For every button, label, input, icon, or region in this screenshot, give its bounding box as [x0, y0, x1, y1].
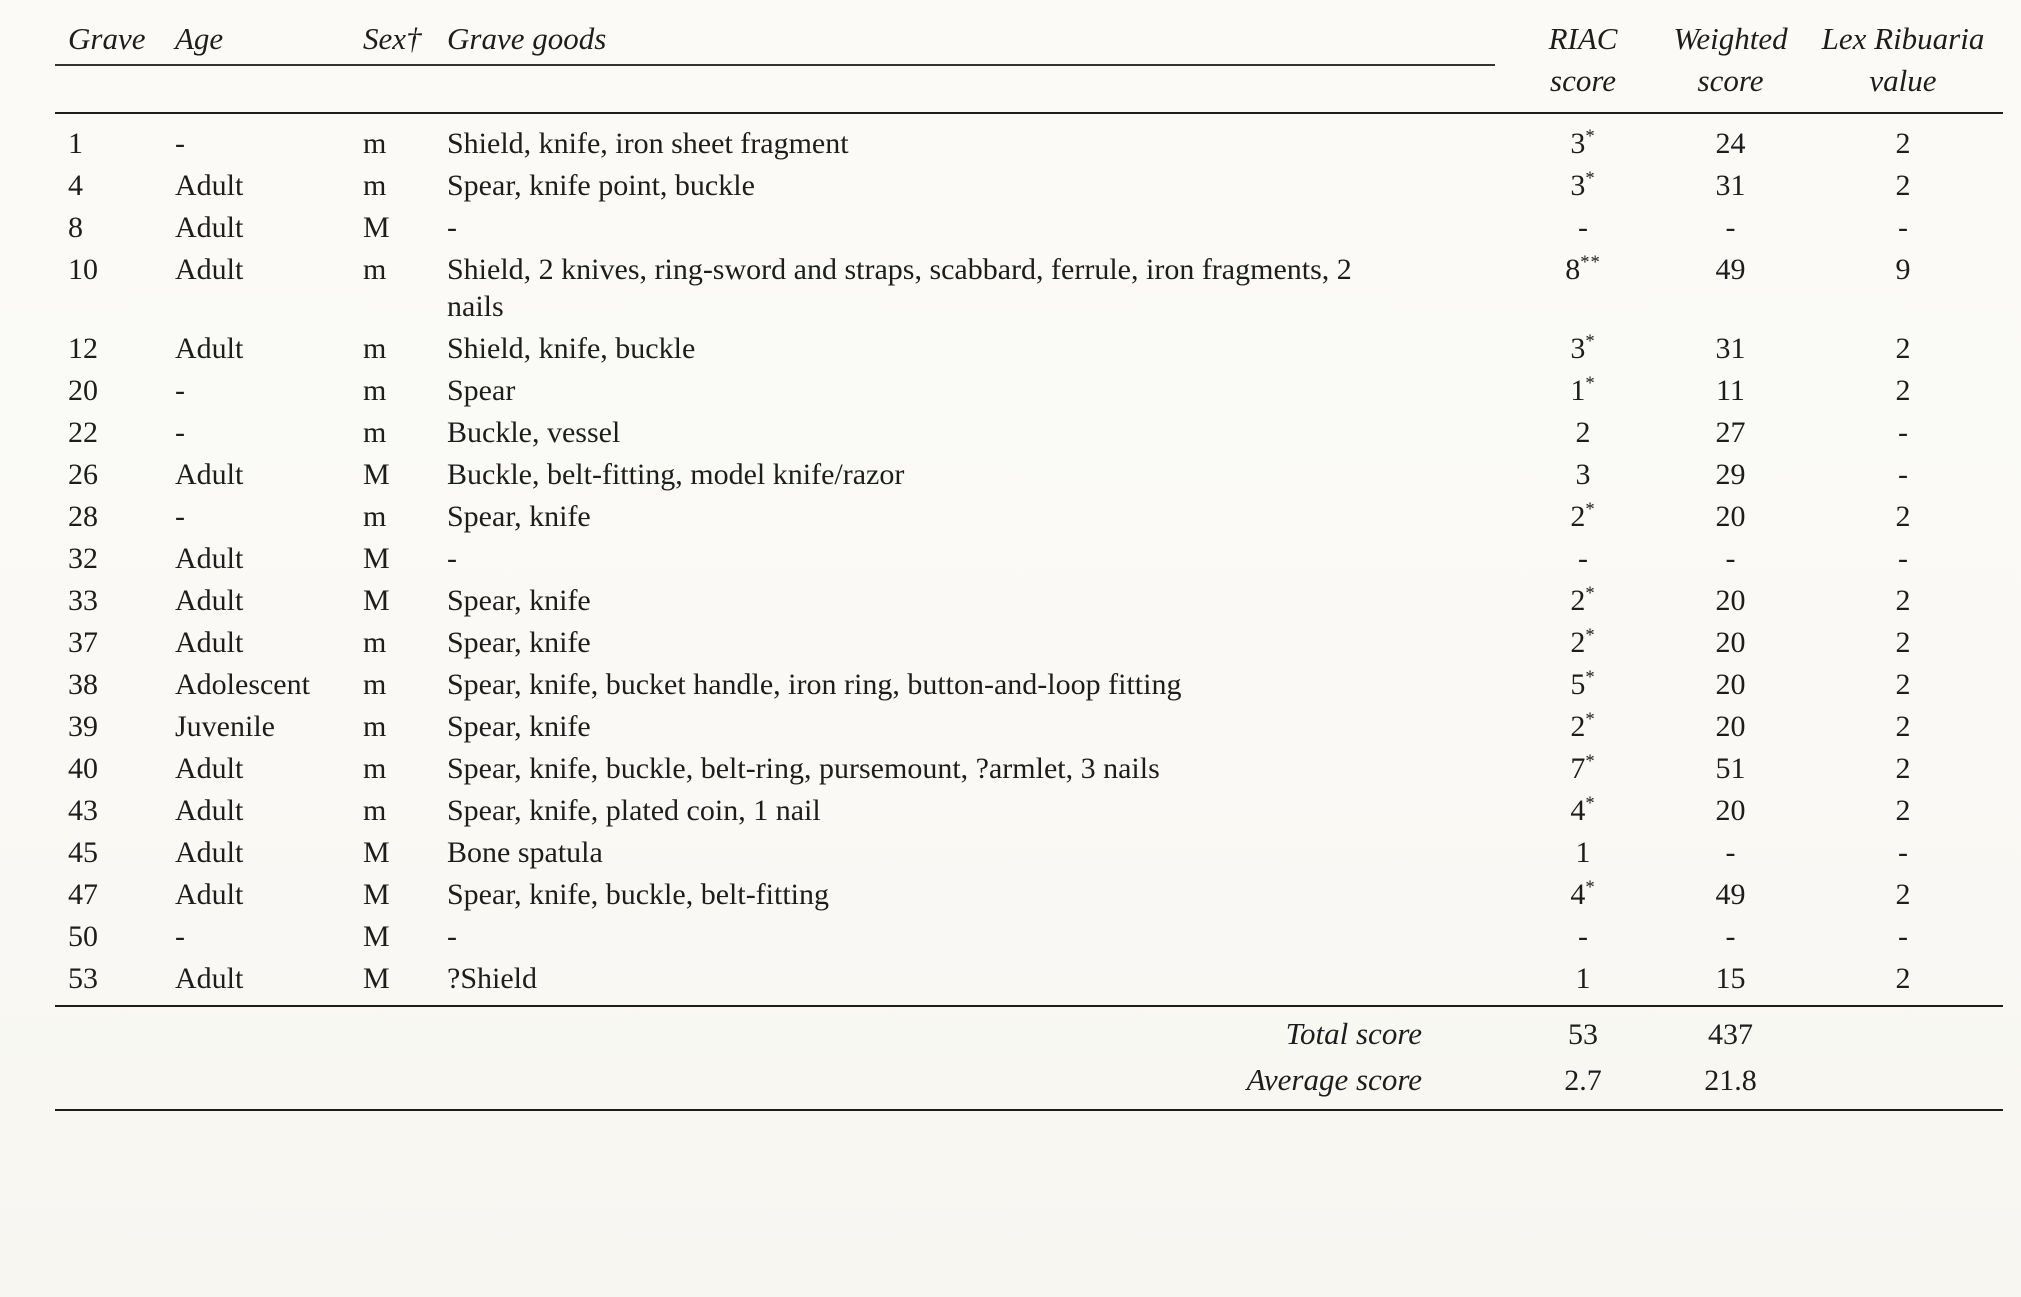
- cell-lex-value: -: [1898, 211, 1908, 244]
- header-underline-rule: [55, 64, 1495, 66]
- cell-riac-score: 2*: [1570, 709, 1596, 743]
- cell-lex-value: 2: [1895, 584, 1911, 617]
- table-row: [55, 873, 2003, 915]
- cell-grave: 22: [68, 416, 98, 449]
- cell-age: -: [175, 500, 185, 533]
- cell-age: Adult: [175, 458, 244, 491]
- grave-goods-table: [55, 12, 2003, 1111]
- cell-weighted-score: 20: [1715, 626, 1746, 659]
- table-row: [55, 957, 2003, 999]
- header-lex-line2: value: [1869, 63, 1937, 98]
- cell-grave: 40: [68, 752, 98, 785]
- table-row: [55, 495, 2003, 537]
- cell-grave: 10: [68, 253, 98, 286]
- cell-sex: m: [363, 626, 387, 659]
- cell-age: Adult: [175, 626, 244, 659]
- cell-lex-value: 2: [1895, 332, 1911, 365]
- cell-riac-score: 5*: [1570, 667, 1596, 701]
- cell-age: Adult: [175, 878, 244, 911]
- cell-lex-value: 2: [1895, 962, 1911, 995]
- cell-sex: M: [363, 542, 390, 575]
- header-age: Age: [175, 21, 224, 56]
- cell-weighted-score: 27: [1715, 416, 1746, 449]
- cell-weighted-score: 20: [1715, 500, 1746, 533]
- cell-grave: 33: [68, 584, 98, 617]
- cell-riac-score: 3*: [1570, 331, 1596, 365]
- cell-sex: M: [363, 878, 390, 911]
- table-row: [55, 248, 2003, 327]
- cell-riac-score: 1: [1575, 836, 1591, 869]
- cell-lex-value: 2: [1895, 878, 1911, 911]
- cell-sex: m: [363, 253, 387, 286]
- footer-bottom-rule: [55, 1109, 2003, 1111]
- header-lex-line1: Lex Ribuaria: [1821, 21, 1985, 56]
- cell-sex: m: [363, 668, 387, 701]
- cell-age: -: [175, 127, 185, 160]
- cell-weighted-score: 31: [1715, 332, 1746, 365]
- table-row: [55, 411, 2003, 453]
- cell-riac-score: -: [1578, 211, 1588, 244]
- header-riac-score: [1508, 18, 1658, 102]
- table-row: [55, 579, 2003, 621]
- cell-grave: 38: [68, 668, 98, 701]
- cell-riac-score: -: [1578, 542, 1588, 575]
- cell-grave-goods: Bone spatula: [447, 836, 603, 869]
- cell-grave: 50: [68, 920, 98, 953]
- header-riac-line2: score: [1550, 63, 1616, 98]
- cell-sex: M: [363, 920, 390, 953]
- cell-grave: 26: [68, 458, 98, 491]
- cell-age: -: [175, 374, 185, 407]
- cell-weighted-score: 20: [1715, 668, 1746, 701]
- cell-sex: m: [363, 710, 387, 743]
- table-row: [55, 663, 2003, 705]
- cell-weighted-score: 29: [1715, 458, 1746, 491]
- cell-grave-goods: Buckle, vessel: [447, 416, 621, 449]
- cell-weighted-score: -: [1725, 836, 1736, 869]
- header-weighted-line2: score: [1697, 63, 1764, 98]
- cell-riac-score: 8**: [1565, 252, 1601, 286]
- cell-age: Adult: [175, 794, 244, 827]
- cell-grave-goods: Shield, knife, iron sheet fragment: [447, 127, 849, 160]
- table-row: [55, 453, 2003, 495]
- cell-grave: 12: [68, 332, 98, 365]
- table-body: [55, 114, 2003, 999]
- cell-lex-value: -: [1898, 542, 1908, 575]
- cell-lex-value: -: [1898, 836, 1908, 869]
- cell-age: -: [175, 920, 185, 953]
- header-lex-ribuaria-value: [1803, 18, 2003, 102]
- table-header: [55, 12, 2003, 114]
- cell-sex: m: [363, 416, 387, 449]
- cell-lex-value: 2: [1895, 668, 1911, 701]
- cell-age: Adult: [175, 836, 244, 869]
- cell-grave: 8: [68, 211, 83, 244]
- cell-weighted-score: -: [1725, 211, 1736, 244]
- cell-sex: m: [363, 500, 387, 533]
- cell-lex-value: 2: [1895, 500, 1911, 533]
- header-grave-goods: Grave goods: [447, 21, 607, 56]
- cell-age: Adult: [175, 253, 244, 286]
- cell-grave-goods: Spear, knife point, buckle: [447, 169, 755, 202]
- header-weighted-line1: Weighted: [1673, 21, 1788, 56]
- cell-riac-score: 3: [1575, 458, 1591, 491]
- cell-grave: 45: [68, 836, 98, 869]
- table-footer-row: [55, 1011, 2003, 1057]
- table-row: [55, 164, 2003, 206]
- cell-sex: m: [363, 127, 387, 160]
- cell-grave-goods: Shield, knife, buckle: [447, 332, 696, 365]
- cell-sex: m: [363, 794, 387, 827]
- cell-riac-score: 2*: [1570, 583, 1596, 617]
- cell-age: Adolescent: [175, 668, 310, 701]
- cell-grave-goods: Spear, knife, plated coin, 1 nail: [447, 794, 821, 827]
- cell-grave-goods: -: [447, 211, 457, 244]
- cell-sex: M: [363, 584, 390, 617]
- cell-sex: m: [363, 169, 387, 202]
- cell-riac-score: -: [1578, 920, 1588, 953]
- cell-grave: 39: [68, 710, 98, 743]
- cell-sex: M: [363, 458, 390, 491]
- header-grave: Grave: [68, 21, 146, 56]
- cell-grave-goods: Spear: [447, 374, 516, 407]
- cell-sex: M: [363, 962, 390, 995]
- cell-riac-score: 1*: [1570, 373, 1596, 407]
- cell-weighted-score: 15: [1715, 962, 1746, 995]
- cell-weighted-score: 24: [1715, 127, 1746, 160]
- cell-age: Adult: [175, 332, 244, 365]
- table-row: [55, 831, 2003, 873]
- table-row: [55, 747, 2003, 789]
- table-footer: [55, 1007, 2003, 1107]
- cell-weighted-score: 49: [1715, 253, 1746, 286]
- footer-riac-score: 2.7: [1564, 1064, 1602, 1097]
- table-row: [55, 327, 2003, 369]
- table-footer-row: [55, 1057, 2003, 1103]
- cell-grave: 32: [68, 542, 98, 575]
- cell-lex-value: 2: [1895, 127, 1911, 160]
- table-row: [55, 915, 2003, 957]
- cell-grave: 53: [68, 962, 98, 995]
- table-row: [55, 206, 2003, 248]
- cell-age: Juvenile: [175, 710, 275, 743]
- cell-weighted-score: 11: [1716, 374, 1745, 407]
- cell-lex-value: 9: [1895, 253, 1911, 286]
- cell-grave-goods: -: [447, 542, 457, 575]
- cell-riac-score: 3*: [1570, 168, 1596, 202]
- cell-age: Adult: [175, 584, 244, 617]
- cell-grave-goods: -: [447, 920, 457, 953]
- cell-riac-score: 2*: [1570, 499, 1596, 533]
- header-riac-line1: RIAC: [1548, 21, 1618, 56]
- cell-grave: 47: [68, 878, 98, 911]
- cell-grave-goods: Spear, knife: [447, 584, 591, 617]
- cell-age: Adult: [175, 542, 244, 575]
- table-row: [55, 122, 2003, 164]
- cell-age: -: [175, 416, 185, 449]
- cell-lex-value: 2: [1895, 169, 1911, 202]
- cell-grave-goods: ?Shield: [447, 962, 537, 995]
- table-row: [55, 369, 2003, 411]
- cell-sex: m: [363, 752, 387, 785]
- cell-grave-goods: Spear, knife: [447, 710, 591, 743]
- cell-grave-goods: Spear, knife, buckle, belt-fitting: [447, 878, 830, 911]
- cell-age: Adult: [175, 752, 244, 785]
- cell-grave: 4: [68, 169, 83, 202]
- cell-sex: M: [363, 211, 390, 244]
- cell-grave-goods: Spear, knife, bucket handle, iron ring, button-and-loop fitting: [447, 668, 1182, 701]
- cell-age: Adult: [175, 962, 244, 995]
- table-row: [55, 537, 2003, 579]
- cell-grave: 43: [68, 794, 98, 827]
- cell-sex: m: [363, 374, 387, 407]
- cell-lex-value: -: [1898, 416, 1908, 449]
- cell-riac-score: 3*: [1570, 126, 1596, 160]
- cell-grave-goods: Buckle, belt-fitting, model knife/razor: [447, 458, 905, 491]
- cell-lex-value: 2: [1895, 752, 1911, 785]
- cell-riac-score: 2: [1575, 416, 1591, 449]
- cell-lex-value: 2: [1895, 710, 1911, 743]
- cell-grave: 37: [68, 626, 98, 659]
- cell-age: Adult: [175, 211, 244, 244]
- cell-weighted-score: 49: [1715, 878, 1746, 911]
- cell-weighted-score: 20: [1715, 794, 1746, 827]
- cell-weighted-score: 31: [1715, 169, 1746, 202]
- cell-sex: M: [363, 836, 390, 869]
- cell-grave-goods: Shield, 2 knives, ring-sword and straps, scabbard, ferrule, iron fragments, 2 nails: [447, 253, 1352, 323]
- cell-lex-value: 2: [1895, 374, 1911, 407]
- footer-riac-score: 53: [1568, 1018, 1598, 1051]
- cell-lex-value: 2: [1895, 794, 1911, 827]
- cell-grave-goods: Spear, knife, buckle, belt-ring, pursemount, ?armlet, 3 nails: [447, 752, 1160, 785]
- cell-riac-score: 2*: [1570, 625, 1596, 659]
- cell-weighted-score: -: [1725, 542, 1736, 575]
- cell-riac-score: 4*: [1570, 877, 1596, 911]
- cell-weighted-score: 20: [1715, 710, 1746, 743]
- cell-lex-value: -: [1898, 458, 1908, 491]
- cell-lex-value: -: [1898, 920, 1908, 953]
- header-sex: Sex†: [363, 21, 422, 56]
- cell-riac-score: 4*: [1570, 793, 1596, 827]
- cell-grave-goods: Spear, knife: [447, 500, 591, 533]
- table-row: [55, 621, 2003, 663]
- cell-riac-score: 7*: [1570, 751, 1596, 785]
- footer-weighted-score: 21.8: [1704, 1064, 1757, 1097]
- cell-grave: 20: [68, 374, 98, 407]
- cell-grave: 1: [68, 127, 83, 160]
- cell-riac-score: 1: [1575, 962, 1591, 995]
- footer-weighted-score: 437: [1708, 1018, 1753, 1051]
- footer-label: Total score: [1285, 1016, 1422, 1051]
- cell-grave-goods: Spear, knife: [447, 626, 591, 659]
- cell-weighted-score: -: [1725, 920, 1736, 953]
- table-row: [55, 789, 2003, 831]
- cell-lex-value: 2: [1895, 626, 1911, 659]
- cell-sex: m: [363, 332, 387, 365]
- cell-weighted-score: 51: [1715, 752, 1746, 785]
- footer-label: Average score: [1246, 1062, 1422, 1097]
- header-weighted-score: [1658, 18, 1803, 102]
- cell-age: Adult: [175, 169, 244, 202]
- cell-grave: 28: [68, 500, 98, 533]
- cell-weighted-score: 20: [1715, 584, 1746, 617]
- table-row: [55, 705, 2003, 747]
